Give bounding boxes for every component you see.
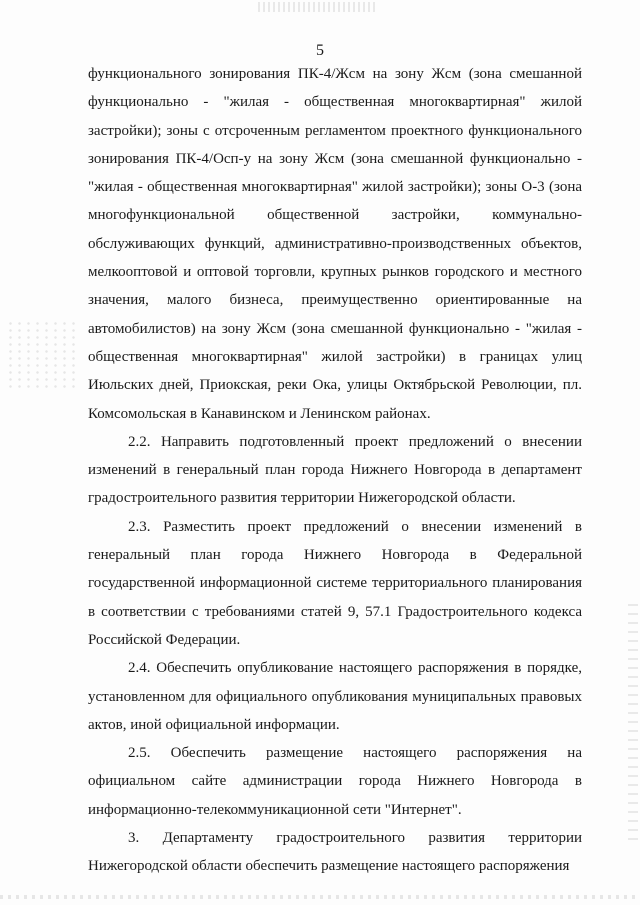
scan-artifact [0, 895, 640, 899]
paragraph-continuation: функционального зонирования ПК-4/Жсм на зону Жсм (зона смешанной функционально - "жилая - общественная многоквартирная" жилой застройки); зоны с отсроченным регламентом проектного функционального зонирования ПК-4/Осп-у на зону Жсм (зона смешанной функционально - "жилая - общественная многоквартирная" жилой застройки); зоны О-3 (зона многофункциональной общественной застройки, коммунально-обслуживающих функций, административно-производственных объектов, мелкооптовой и оптовой торговли, крупных рынков городского и местного значения, малого бизнеса, преимущественно ориентированные на автомобилистов) на зону Жсм (зона смешанной функционально - "жилая - общественная многоквартирная" жилой застройки) в границах улиц Июльских дней, Приокская, реки Ока, улицы Октябрьской Революции, пл. Комсомольская в Канавинском и Ленинском районах. [88, 66, 582, 422]
scan-artifact [6, 320, 76, 390]
paragraph-3: 3. Департаменту градостроительного развития территории Нижегородской области обеспечить размещение настоящего распоряжения [88, 830, 582, 875]
page-number: 5 [316, 42, 324, 59]
document-body [88, 60, 582, 881]
scan-artifact [258, 2, 378, 12]
scan-artifact [628, 600, 638, 840]
paragraph-2-3: 2.3. Разместить проект предложений о внесении изменений в генеральный план города Нижнего Новгорода в Федеральной государственной информационной системе территориального планирования в соответствии с требованиями статей 9, 57.1 Градостроительного кодекса Российской Федерации. [88, 518, 582, 648]
paragraph-2-2: 2.2. Направить подготовленный проект предложений о внесении изменений в генеральный план города Нижнего Новгорода в департамент градостроительного развития территории Нижегородской области. [88, 433, 582, 507]
paragraph-2-5: 2.5. Обеспечить размещение настоящего распоряжения на официальном сайте администрации города Нижнего Новгорода в информационно-телекоммуникационной сети "Интернет". [88, 745, 582, 818]
paragraph-2-4: 2.4. Обеспечить опубликование настоящего распоряжения в порядке, установленном для официального опубликования муниципальных правовых актов, иной официальной информации. [88, 660, 582, 733]
